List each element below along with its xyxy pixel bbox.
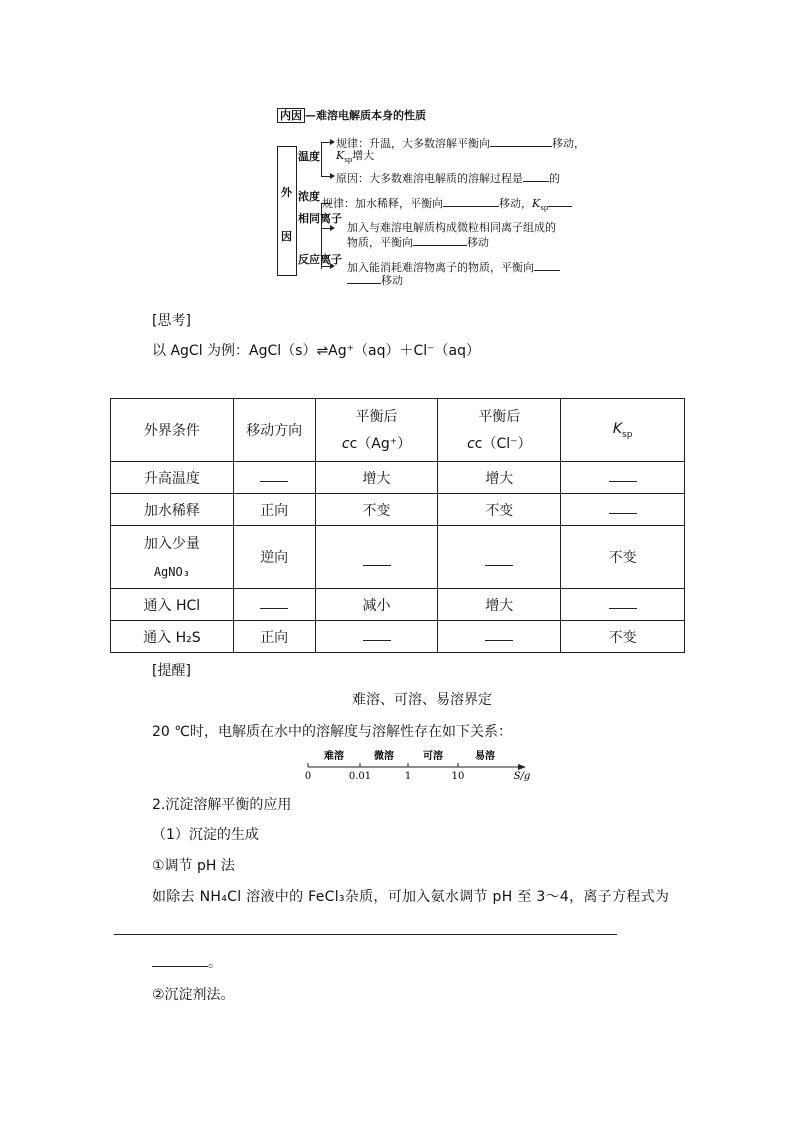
arrow-icon: [330, 225, 335, 231]
common-ion-line-1: 加入与难溶电解质构成微粒相同离子组成的: [347, 221, 556, 234]
table-cell: 不变: [561, 621, 685, 653]
table-row: [111, 494, 685, 526]
label-very-soluble: 易溶: [475, 751, 495, 762]
temp-ksp: $K_{sp}$增大: [336, 149, 375, 165]
boundary-title: 难溶、可溶、易溶界定: [352, 692, 492, 708]
table-cell-blank: [438, 621, 561, 653]
method-1-blank: 。: [152, 954, 222, 972]
table-cell: 正向: [233, 494, 315, 526]
method-1-title: ①调节 pH 法: [152, 858, 235, 874]
temperature-label: 温度: [298, 150, 320, 163]
tick-1: 1: [404, 771, 412, 782]
arrow-icon: [330, 263, 335, 269]
header-condition: 外界条件: [111, 399, 234, 462]
inner-factor-label: 内因: [277, 108, 305, 123]
table-cell: 加入少量 AgNO₃: [111, 526, 234, 589]
hint-label: [提醒]: [152, 663, 191, 679]
table-cell: 逆向: [233, 526, 315, 589]
outer-factor-char-1: 外: [281, 186, 292, 199]
common-ion-line-2: 物质，平衡向 移动: [347, 236, 489, 249]
label-soluble: 可溶: [423, 751, 443, 762]
example-equation: 以 AgCl 为例：AgCl（s）⇌Ag⁺（aq）＋Cl⁻（aq）: [152, 343, 481, 359]
reaction-ion-label: 反应离子: [298, 253, 342, 266]
arrow-icon: [330, 139, 335, 145]
table-cell-blank: [315, 621, 438, 653]
think-label: [思考]: [152, 313, 191, 329]
unit-label: S/g: [513, 771, 531, 782]
arrow-icon: [518, 764, 526, 770]
conc-rule: 规律：加水稀释，平衡向 移动，$K_{sp}$: [322, 196, 572, 215]
table-cell: 减小: [315, 589, 438, 621]
outer-factor-box: [277, 146, 297, 276]
solubility-number-line: [300, 746, 540, 782]
header-ag: 平衡后 cc（Ag⁺）: [315, 399, 438, 462]
concentration-label: 浓度: [298, 190, 320, 203]
table-cell: 不变: [315, 494, 438, 526]
header-ksp: $K_{sp}$: [561, 399, 685, 462]
table-cell-blank: [233, 462, 315, 494]
outer-factor-char-2: 因: [281, 230, 292, 243]
table-cell: 不变: [438, 494, 561, 526]
header-direction: 移动方向: [233, 399, 315, 462]
table-row: [111, 621, 685, 653]
header-cl: 平衡后 cc（Cl⁻）: [438, 399, 561, 462]
answer-line: [114, 934, 617, 935]
table-cell-blank: [233, 589, 315, 621]
table-cell-blank: [315, 526, 438, 589]
table-cell: 增大: [315, 462, 438, 494]
inner-factor-text: —难溶电解质本身的性质: [305, 109, 426, 122]
tick-10: 10: [451, 771, 465, 782]
table-cell-blank: [561, 589, 685, 621]
table-cell: 通入 H₂S: [111, 621, 234, 653]
table-cell: 增大: [438, 589, 561, 621]
table-cell-blank: [561, 494, 685, 526]
table-cell: 升高温度: [111, 462, 234, 494]
table-header-row: [111, 399, 685, 462]
method-2-title: ②沉淀剂法。: [152, 987, 235, 1003]
section-2-title: 2.沉淀溶解平衡的应用: [152, 797, 292, 813]
method-1-text: 如除去 NH₄Cl 溶液中的 FeCl₃杂质，可加入氨水调节 pH 至 3～4，离子方程式为: [152, 889, 670, 905]
temp-reason: 原因：大多数难溶电解质的溶解过程是 的: [336, 172, 560, 185]
boundary-text: 20 ℃时，电解质在水中的溶解度与溶解性存在如下关系：: [152, 724, 512, 740]
table-row: [111, 462, 685, 494]
table-row: [111, 526, 685, 589]
subsection-1-title: （1）沉淀的生成: [152, 827, 259, 843]
tick-001: 0.01: [348, 771, 372, 782]
reaction-ion-line-1: 加入能消耗难溶物离子的物质，平衡向: [347, 260, 560, 274]
table-cell-blank: [438, 526, 561, 589]
common-ion-label: 相同离子: [298, 212, 342, 225]
tick-0: 0: [304, 771, 312, 782]
table-cell: 不变: [561, 526, 685, 589]
table-cell: 正向: [233, 621, 315, 653]
arrow-icon: [330, 173, 335, 179]
equilibrium-table: [110, 398, 685, 653]
label-insoluble: 难溶: [324, 751, 344, 762]
temp-rule: 规律：升温，大多数溶解平衡向 移动，: [336, 137, 585, 150]
temp-bracket: [321, 142, 322, 176]
table-cell: 增大: [438, 462, 561, 494]
table-cell-blank: [561, 462, 685, 494]
table-cell: 加水稀释: [111, 494, 234, 526]
reaction-ion-line-2: 移动: [347, 273, 403, 287]
table-cell: 通入 HCl: [111, 589, 234, 621]
label-slightly: 微溶: [374, 751, 394, 762]
table-row: [111, 589, 685, 621]
